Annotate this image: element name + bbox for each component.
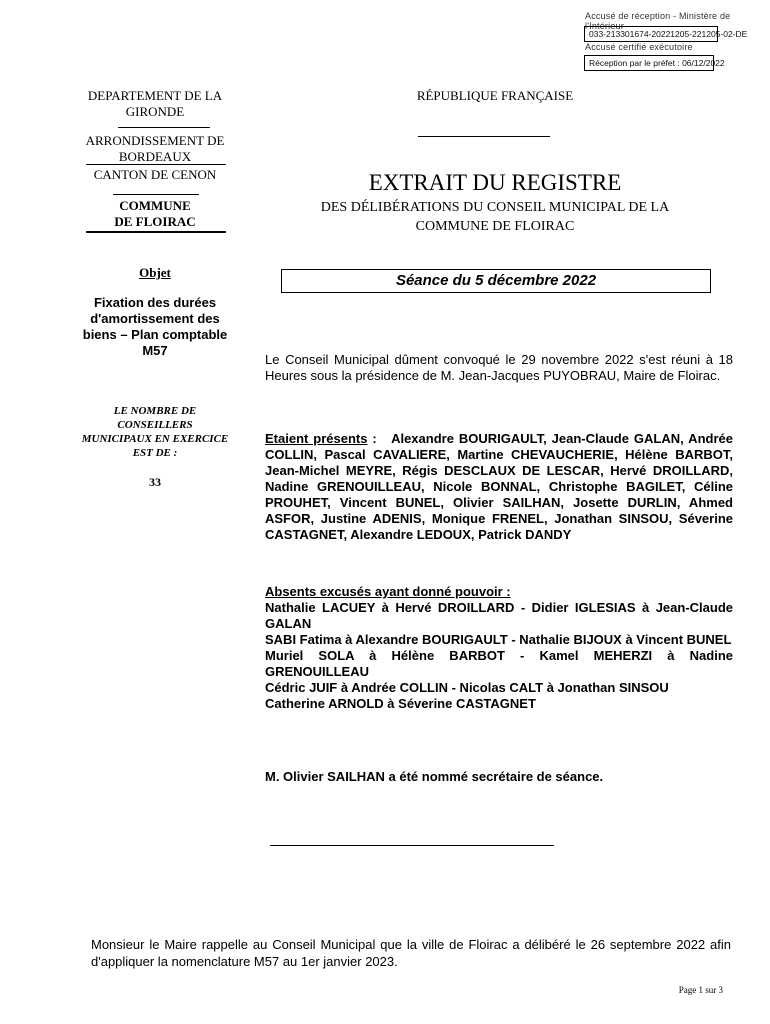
presents-names: Alexandre BOURIGAULT, Jean-Claude GALAN, Andrée COLLIN, Pascal CAVALIERE, Martine CHEVAUCHERIE, Hélène BARBOT, Jean-Michel MEYRE, Régis DESCLAUX DE LESCAR, Hervé DROILLARD, Nadine GRENOUILLEAU, Nicole BONNAL, Christophe BAGILET, Céline PROUHET, Vincent BUNEL, Olivier SAILHAN, Josette DURLIN, Ahmed ASFOR, Justine ADENIS, Monique FRENEL, Jonathan SINSOU, Séverine CASTAGNET, Alexandre LEDOUX, Patrick DANDY — [265, 431, 733, 542]
republique: RÉPUBLIQUE FRANÇAISE — [416, 88, 574, 103]
divider — [86, 164, 226, 165]
conseillers-label: LE NOMBRE DE CONSEILLERS — [113, 405, 197, 431]
presents-sep: : — [367, 431, 377, 446]
departement: DEPARTEMENT DE LA GIRONDE — [87, 88, 223, 119]
stamp-title: Accusé de réception - Ministère de l'Intérieur — [585, 11, 731, 31]
divider — [113, 194, 199, 195]
absents-section — [265, 584, 733, 712]
register-subtitle-1: DES DÉLIBÉRATIONS DU CONSEIL MUNICIPAL DE LA — [320, 200, 670, 215]
convocation-text: Le Conseil Municipal dûment convoqué le 29 novembre 2022 s'est réuni à 18 Heures sous la présidence de M. Jean-Jacques PUYOBRAU, Maire de Floirac. — [265, 352, 733, 383]
secretaire-text: M. Olivier SAILHAN a été nommé secrétaire de séance. — [265, 769, 604, 784]
rappel-text: Monsieur le Maire rappelle au Conseil Municipal que la ville de Floirac a délibéré le 26 septembre 2022 afin d'appliquer la nomenclature M57 au 1er janvier 2023. — [91, 937, 731, 969]
stamp-executoire: Accusé certifié exécutoire — [585, 42, 693, 52]
objet-label: Objet — [139, 265, 171, 280]
absent-line: Nathalie LACUEY à Hervé DROILLARD - Didier IGLESIAS à Jean-Claude GALAN — [265, 600, 733, 631]
absent-line: Muriel SOLA à Hélène BARBOT - Kamel MEHERZI à Nadine GRENOUILLEAU — [265, 648, 733, 679]
divider — [86, 231, 226, 233]
stamp-prefet: Réception par le préfet : 06/12/2022 — [584, 55, 714, 71]
commune-name: DE FLOIRAC — [114, 214, 196, 229]
presents-label: Etaient présents — [265, 431, 368, 446]
divider — [418, 136, 550, 137]
commune-label: COMMUNE — [119, 198, 191, 213]
presents-section — [265, 431, 733, 543]
objet-text: Fixation des durées d'amortissement des biens – Plan comptable M57 — [82, 295, 228, 358]
stamp-reference: 033-213301674-20221205-221205-02-DE — [584, 26, 718, 42]
page-number: Page 1 sur 3 — [678, 985, 723, 995]
absents-label: Absents excusés ayant donné pouvoir : — [265, 584, 511, 599]
conseillers-count: 33 — [149, 475, 161, 489]
absent-line: Catherine ARNOLD à Séverine CASTAGNET — [265, 696, 536, 711]
absent-line: SABI Fatima à Alexandre BOURIGAULT - Nathalie BIJOUX à Vincent BUNEL — [265, 632, 732, 647]
conseillers-label-2: MUNICIPAUX EN EXERCICE EST DE : — [81, 433, 229, 459]
divider — [270, 845, 554, 846]
canton: CANTON DE CENON — [93, 167, 217, 182]
seance-date: Séance du 5 décembre 2022 — [281, 269, 711, 293]
register-title: EXTRAIT DU REGISTRE — [368, 170, 622, 195]
divider — [118, 127, 210, 128]
absent-line: Cédric JUIF à Andrée COLLIN - Nicolas CALT à Jonathan SINSOU — [265, 680, 669, 695]
arrondissement: ARRONDISSEMENT DE BORDEAUX — [85, 133, 225, 164]
register-subtitle-2: COMMUNE DE FLOIRAC — [415, 219, 575, 234]
